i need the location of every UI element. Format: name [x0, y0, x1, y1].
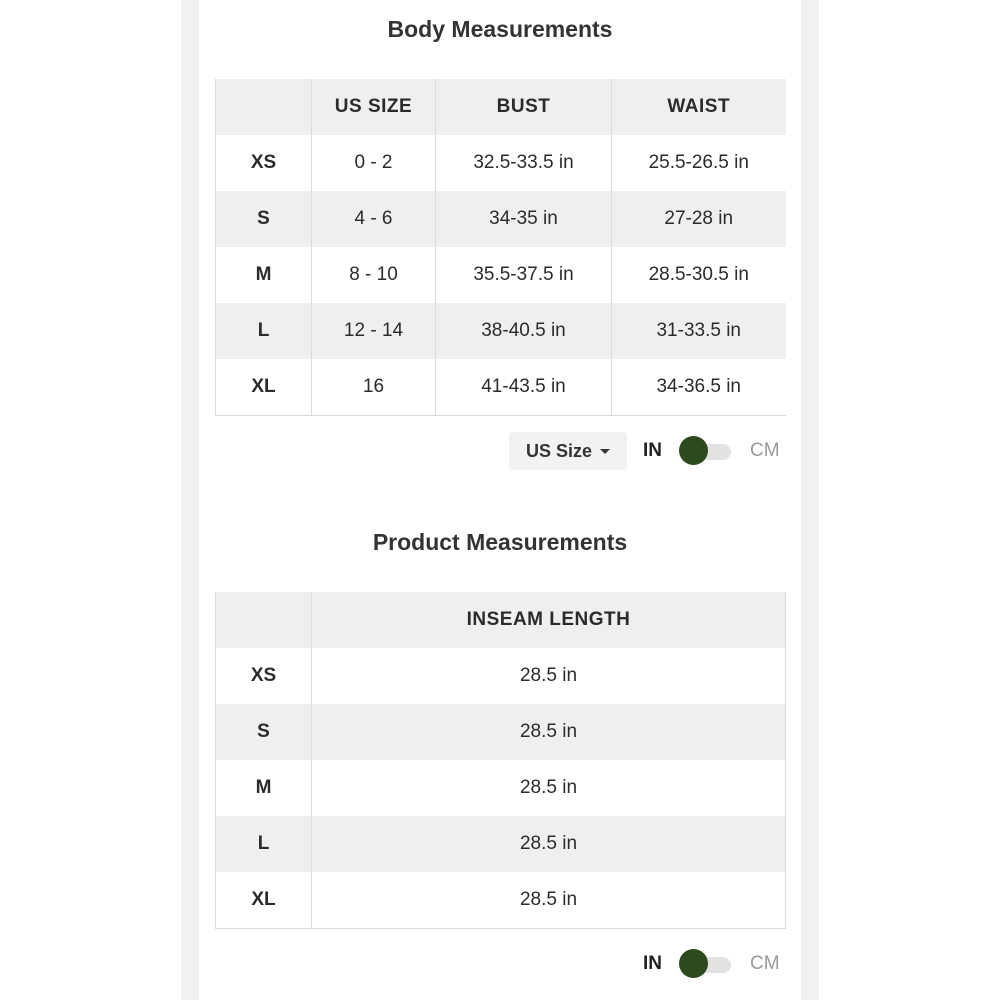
bust-cell: 38-40.5 in — [436, 303, 612, 359]
us-size-cell: 8 - 10 — [312, 247, 436, 303]
table-row — [216, 359, 786, 416]
us-size-cell: 12 - 14 — [312, 303, 436, 359]
body-measurements-table — [215, 79, 786, 416]
size-label: XL — [216, 872, 312, 929]
size-label: M — [216, 760, 312, 816]
column-header-inseam-length: INSEAM LENGTH — [312, 592, 786, 648]
table-row — [216, 816, 786, 872]
inseam-cell: 28.5 in — [312, 872, 786, 929]
table-row — [216, 191, 786, 247]
unit-in-label: IN — [643, 953, 662, 974]
table-header-row — [216, 592, 786, 648]
column-header — [216, 79, 312, 135]
inseam-cell: 28.5 in — [312, 816, 786, 872]
waist-cell: 28.5-30.5 in — [648, 264, 749, 285]
right-page-margin — [801, 0, 819, 1000]
unit-cm-label: CM — [750, 953, 780, 974]
body-measurements-title: Body Measurements — [387, 16, 613, 42]
product-measurements-title: Product Measurements — [372, 529, 628, 555]
unit-in-label: IN — [643, 440, 662, 461]
size-label: L — [216, 816, 312, 872]
table-row — [216, 648, 786, 704]
waist-cell: 34-36.5 in — [656, 376, 741, 397]
bust-cell: 41-43.5 in — [436, 359, 612, 416]
toggle-knob[interactable] — [679, 436, 708, 465]
inseam-cell: 28.5 in — [312, 704, 786, 760]
bust-cell: 34-35 in — [436, 191, 612, 247]
product-measurements-table — [215, 592, 786, 929]
size-label: XL — [216, 359, 312, 416]
toggle-knob[interactable] — [679, 949, 708, 978]
waist-cell: 25.5-26.5 in — [648, 152, 749, 173]
table-row — [216, 247, 786, 303]
table-header-row — [216, 79, 786, 135]
inseam-cell: 28.5 in — [312, 648, 786, 704]
table-row — [216, 704, 786, 760]
body-unit-toggle[interactable] — [643, 436, 788, 466]
table-row — [216, 303, 786, 359]
size-label: M — [216, 247, 312, 303]
column-header-bust: BUST — [436, 79, 612, 135]
table-row — [216, 872, 786, 929]
size-system-dropdown[interactable] — [509, 432, 627, 470]
unit-cm-label: CM — [750, 440, 780, 461]
waist-cell: 31-33.5 in — [612, 303, 786, 359]
size-label: S — [216, 191, 312, 247]
product-unit-toggle[interactable] — [643, 949, 788, 979]
column-header — [216, 592, 312, 648]
us-size-cell: 16 — [312, 359, 436, 416]
bust-cell: 35.5-37.5 in — [436, 247, 612, 303]
caret-down-icon — [600, 449, 610, 454]
inseam-cell: 28.5 in — [312, 760, 786, 816]
us-size-cell: 4 - 6 — [312, 191, 436, 247]
size-system-value: US Size — [525, 440, 593, 461]
table-row — [216, 135, 786, 191]
us-size-cell: 0 - 2 — [312, 135, 436, 191]
waist-cell: 27-28 in — [612, 191, 786, 247]
column-header-waist: WAIST — [612, 79, 786, 135]
column-header-us-size: US SIZE — [312, 79, 436, 135]
size-label: L — [216, 303, 312, 359]
size-label: XS — [216, 648, 312, 704]
left-page-margin — [181, 0, 199, 1000]
size-label: S — [216, 704, 312, 760]
table-row — [216, 760, 786, 816]
bust-cell: 32.5-33.5 in — [436, 135, 612, 191]
size-label: XS — [216, 135, 312, 191]
